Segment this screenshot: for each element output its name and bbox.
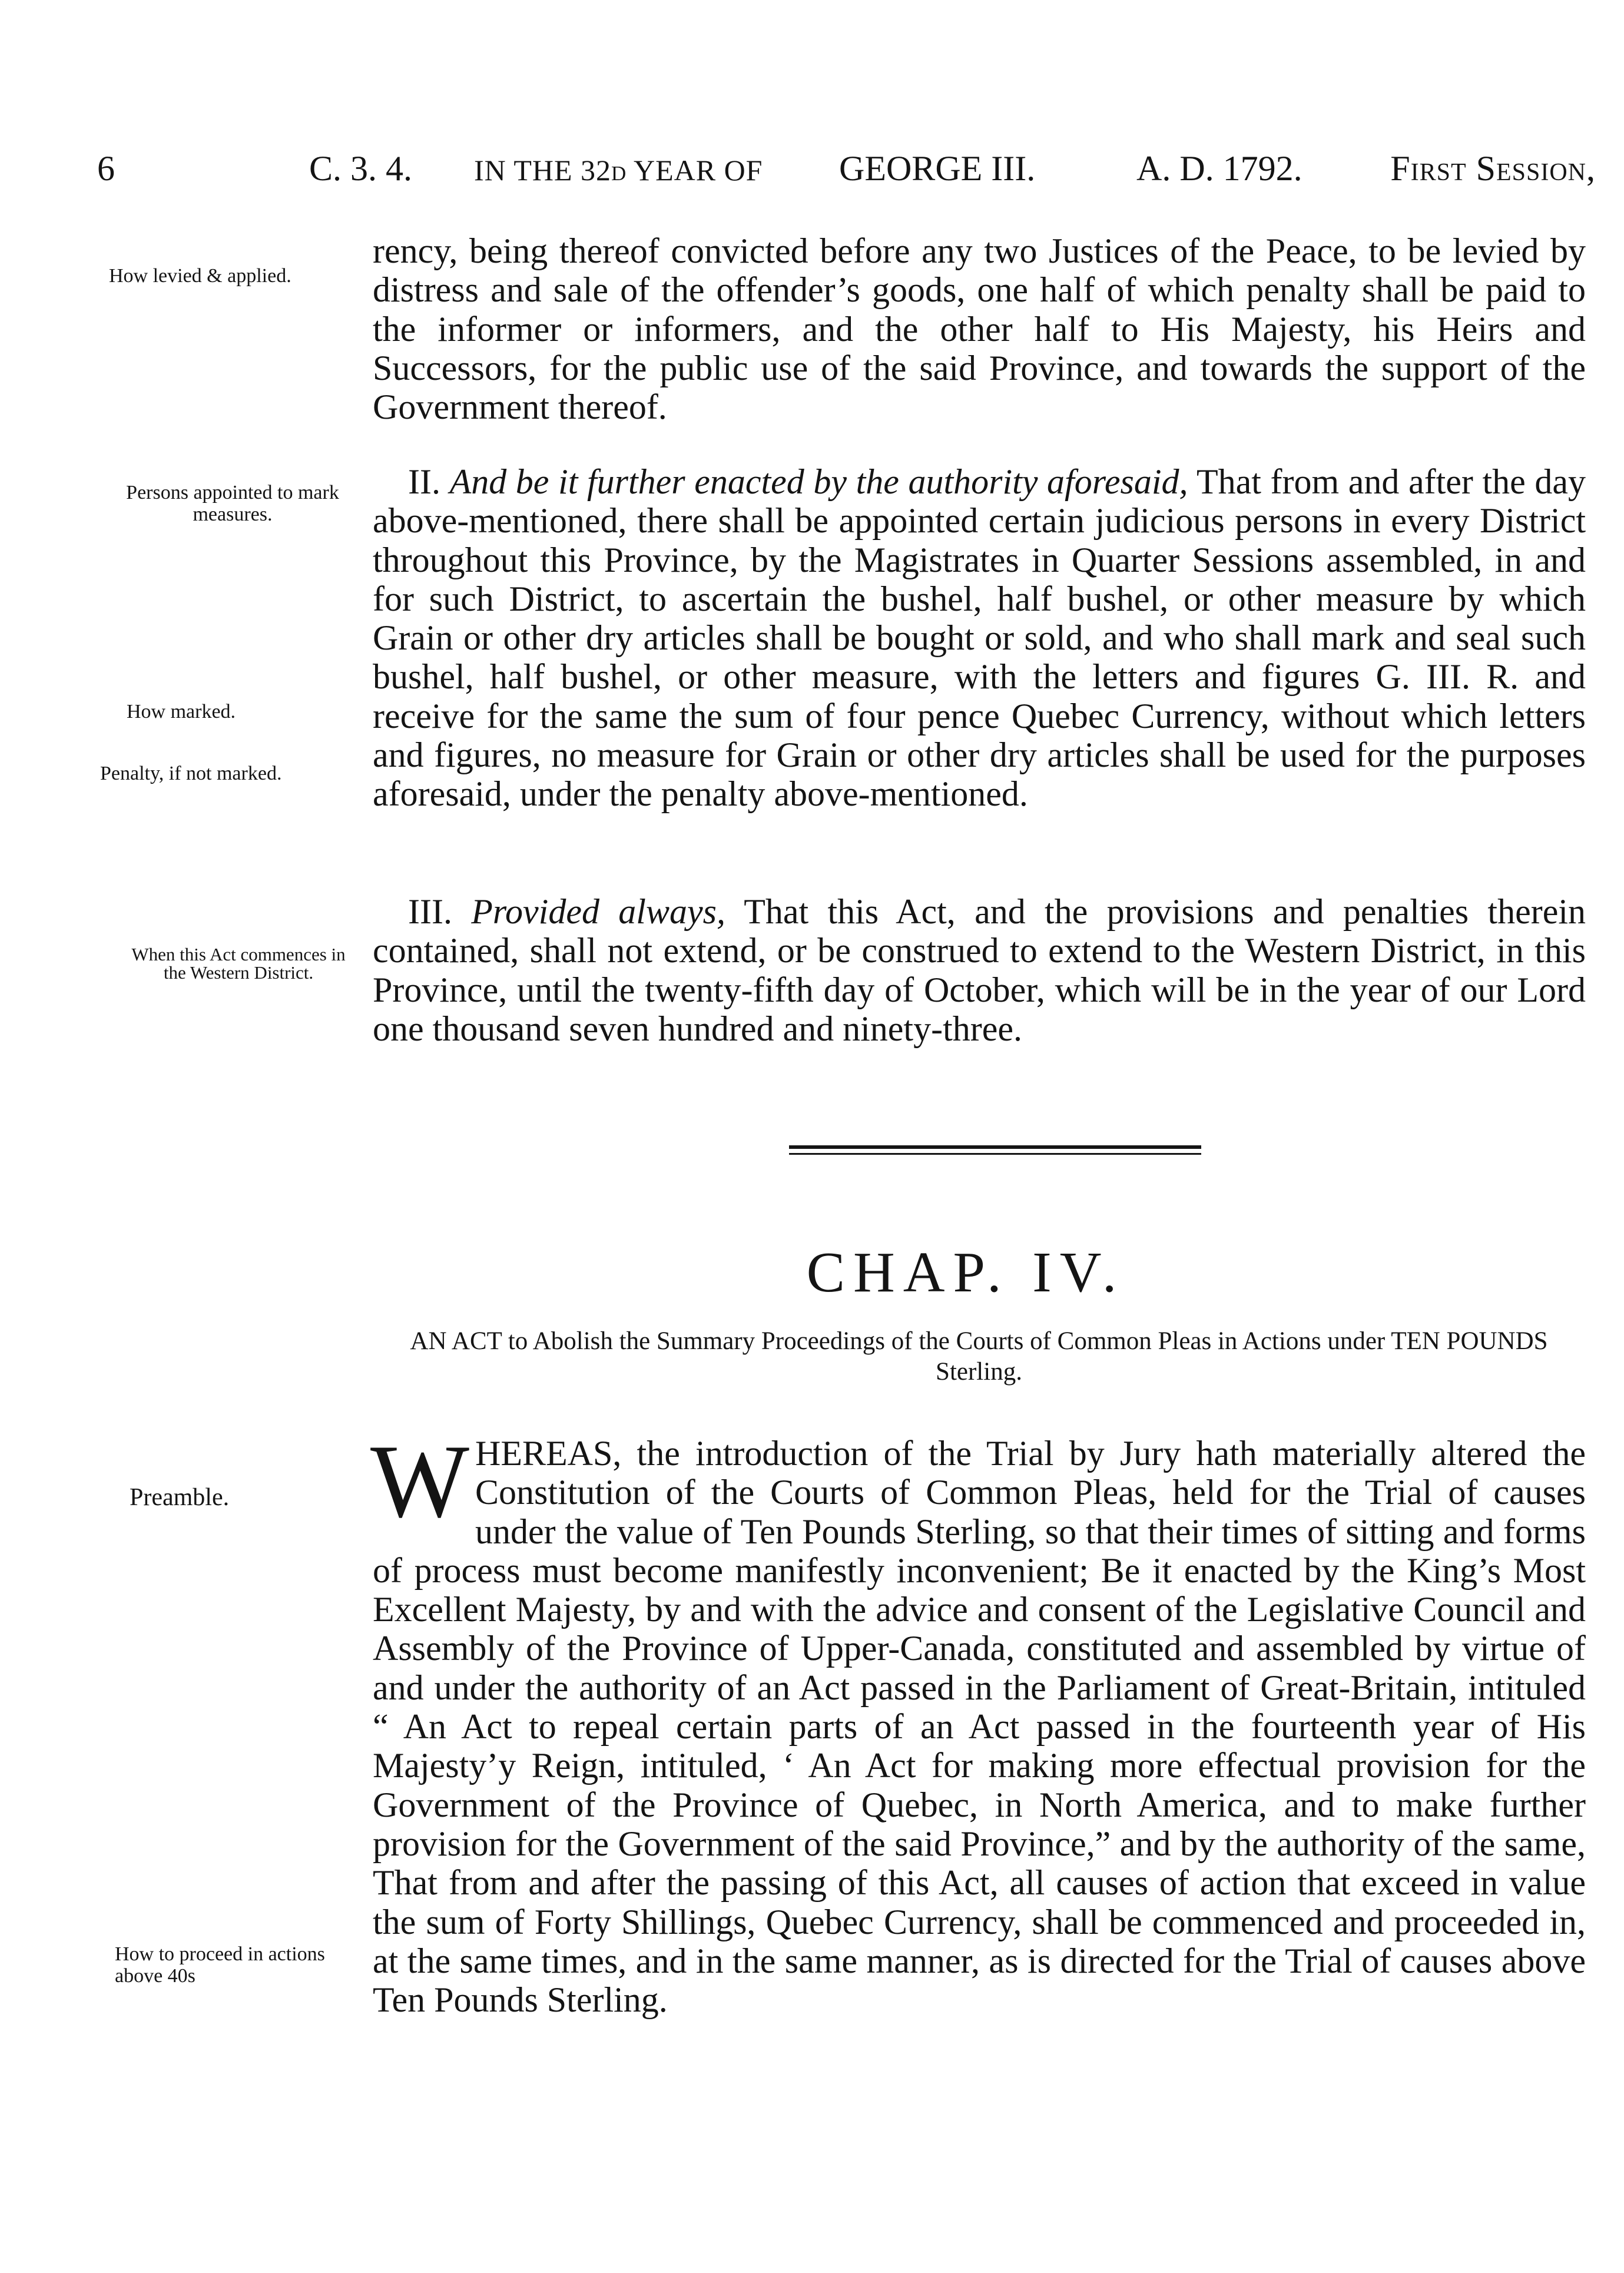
section-number: II. — [408, 462, 440, 501]
paragraph-preamble — [370, 1423, 1586, 2020]
margin-note-how-levied: How levied & applied. — [109, 265, 291, 287]
anno-domini: A. D. 1792. — [1136, 149, 1302, 188]
enacting-clause: And be it further enacted by the authority aforesaid, — [449, 462, 1188, 501]
regnal-year-text: IN THE 32d YEAR OF — [474, 154, 763, 187]
paragraph-section-two — [373, 462, 1586, 814]
paragraph-penalty-continuation: rency, being thereof convicted before any two Justices of the Peace, to be levied by distress and sale of the offender’s goods, one half of which penalty shall be paid to the informer or informers, and the other half to His Majesty, his Heirs and Successors, for the public use of the said Province, and towards the support of the Government thereof. — [373, 231, 1586, 427]
running-header — [97, 148, 1596, 196]
margin-note-how-marked: How marked. — [127, 701, 236, 723]
section-body: That this Act, and the provisions and penalties therein contained, shall not extend, or be construed to extend to the Western District, in this Province, until the twenty-fifth day of October, which will be in the year of our Lord one thousand seven hundred and ninety-three. — [373, 892, 1586, 1048]
king-name: GEORGE III. — [839, 149, 1036, 188]
margin-note-how-to-proceed: How to proceed in actions above 40s — [115, 1943, 325, 1987]
chapter-reference: C. 3. 4. — [309, 149, 413, 188]
chapter-title: CHAP. IV. — [806, 1241, 1125, 1304]
drop-cap: W — [370, 1423, 470, 1539]
preamble-body: HEREAS, the introduction of the Trial by Jury hath materially altered the Constitution of the Courts of Common Pleas, held for the Trial of causes under the value of Ten Pounds Sterling, so that their times of sitting and forms of process must become manifestly inconvenient; Be it enacted by the King’s Most Excellent Majesty, by and with the advice and consent of the Legislative Council and Assembly of the Province of Upper-Canada, constituted and assembled by virtue of and under the authority of an Act passed in the Parliament of Great-Britain, intituled “ An Act to repeal certain parts of an Act passed in the fourteenth year of His Majesty’y Reign, intituled, ‘ An Act for making more effectual provision for the Government of the Province of Quebec, in North America, and to make further provision for the Government of the said Province,” and by the authority of the same, That from and after the passing of this Act, all causes of action that exceed in value the sum of Forty Shillings, Quebec Currency, shall be commenced and proceeded in, at the same times, and in the same manner, as is directed for the Trial of causes above Ten Pounds Sterling. — [373, 1434, 1586, 2020]
double-rule-thick — [789, 1145, 1201, 1149]
margin-note-preamble: Preamble. — [130, 1484, 230, 1511]
act-title: AN ACT to Abolish the Summary Proceedings of the Courts of Common Pleas in Actions under TEN POUNDS Sterling. — [410, 1327, 1548, 1386]
section-number: III. — [408, 892, 452, 931]
session-label: First Session, — [1390, 149, 1596, 188]
double-rule-thin — [789, 1153, 1201, 1155]
margin-note-penalty: Penalty, if not marked. — [100, 763, 282, 784]
section-body: That from and after the day above-mentioned, there shall be appointed certain judicious persons in every District throughout this Province, by the Magistrates in Quarter Sessions assembled, in and for such District, to ascertain the bushel, half bushel, or other measure by which Grain or other dry articles shall be bought or sold, and who shall mark and seal such bushel, half bushel, or other measure, with the letters and figures G. III. R. and receive for the same the sum of four pence Quebec Currency, without which letters and figures, no measure for Grain or other dry articles shall be used for the purposes aforesaid, under the penalty above-mentioned. — [373, 462, 1586, 814]
proviso-clause: Provided always, — [471, 892, 725, 931]
margin-note-western-district: When this Act commences in the Western District. — [131, 944, 346, 983]
paragraph-section-three — [373, 892, 1586, 1048]
margin-note-persons-appointed: Persons appointed to mark measures. — [126, 482, 339, 525]
page-number: 6 — [97, 149, 115, 188]
